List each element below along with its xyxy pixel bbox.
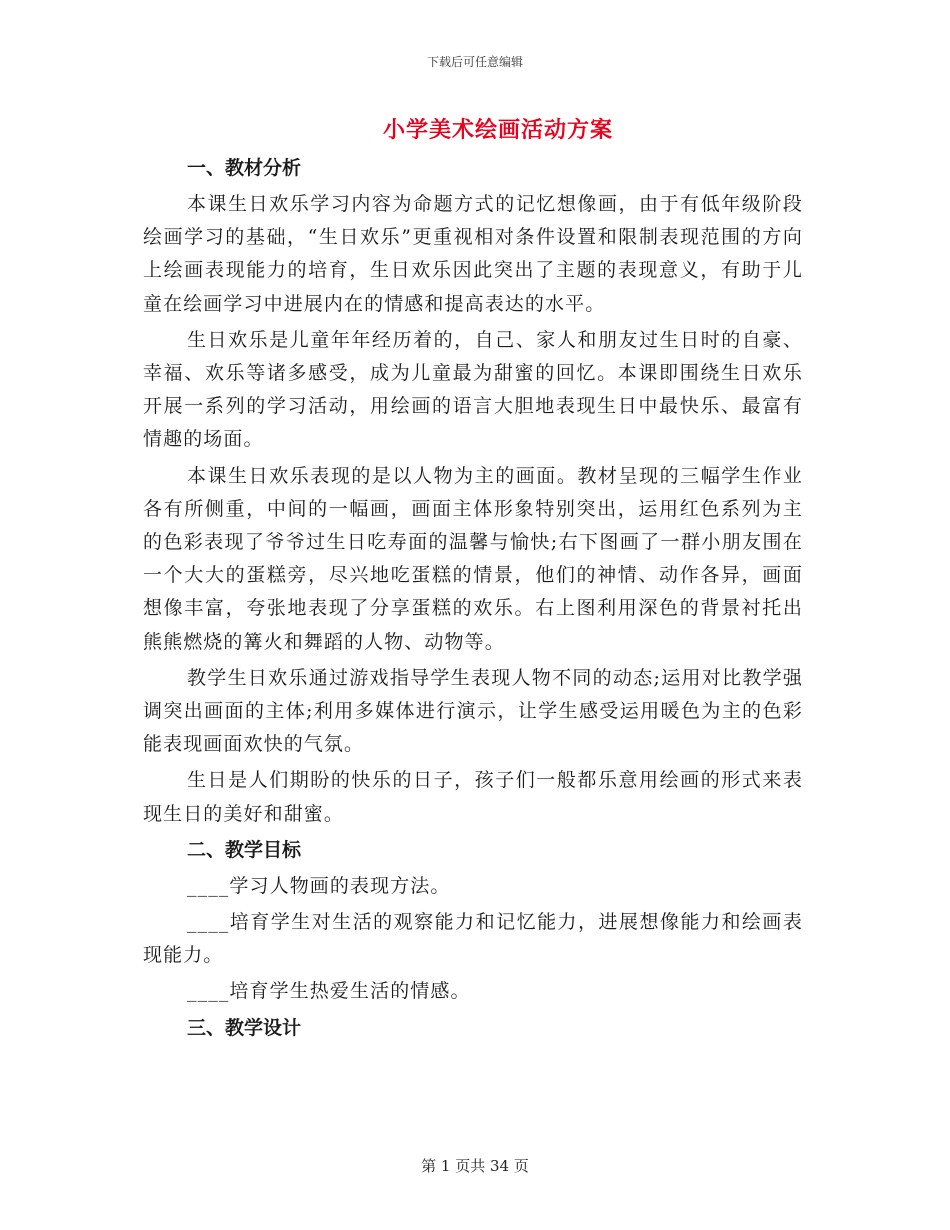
- goal-item: ____培育学生对生活的观察能力和记忆能力，进展想像能力和绘画表现能力。: [143, 911, 803, 967]
- section-design: [143, 1012, 803, 1045]
- paragraph: 教学生日欢乐通过游戏指导学生表现人物不同的动态;运用对比教学强调突出画面的主体;利用多媒体进行演示，让学生感受运用暖色为主的色彩能表现画面欢快的气氛。: [143, 666, 803, 756]
- page-footer: 第 1 页共 34 页: [421, 1157, 529, 1175]
- section-goals: [143, 834, 803, 1009]
- header-note: 下载后可任意编辑: [426, 55, 523, 69]
- section-heading: 一、教材分析: [187, 157, 302, 179]
- section-heading: 三、教学设计: [187, 1016, 302, 1039]
- paragraph: 本课生日欢乐学习内容为命题方式的记忆想像画，由于有低年级阶段绘画学习的基础，“生日欢乐”更重视相对条件设置和限制表现范围的方向上绘画表现能力的培育，生日欢乐因此突出了主题的表现意义，有助于儿童在绘画学习中进展内在的情感和提高表达的水平。: [143, 193, 803, 315]
- section-analysis: [143, 152, 803, 831]
- paragraph: 本课生日欢乐表现的是以人物为主的画面。教材呈现的三幅学生作业各有所侧重，中间的一幅画，画面主体形象特别突出，运用红色系列为主的色彩表现了爷爷过生日吃寿面的温馨与愉快;右下图画了一群小朋友围在一个大大的蛋糕旁，尽兴地吃蛋糕的情景，他们的神情、动作各异，画面想像丰富，夸张地表现了分享蛋糕的欢乐。右上图利用深色的背景衬托出熊熊燃烧的篝火和舞蹈的人物、动物等。: [143, 464, 803, 653]
- document-title: 小学美术绘画活动方案: [382, 117, 613, 143]
- goal-item: ____培育学生热爱生活的情感。: [187, 980, 471, 1003]
- document-body: [143, 152, 803, 1048]
- goal-item: ____学习人物画的表现方法。: [187, 874, 451, 897]
- paragraph: 生日是人们期盼的快乐的日子，孩子们一般都乐意用绘画的形式来表现生日的美好和甜蜜。: [143, 769, 803, 825]
- section-heading: 二、教学目标: [187, 838, 302, 861]
- paragraph: 生日欢乐是儿童年年经历着的，自己、家人和朋友过生日时的自豪、幸福、欢乐等诸多感受，成为儿童最为甜蜜的回忆。本课即围绕生日欢乐开展一系列的学习活动，用绘画的语言大胆地表现生日中最快乐、最富有情趣的场面。: [143, 328, 803, 451]
